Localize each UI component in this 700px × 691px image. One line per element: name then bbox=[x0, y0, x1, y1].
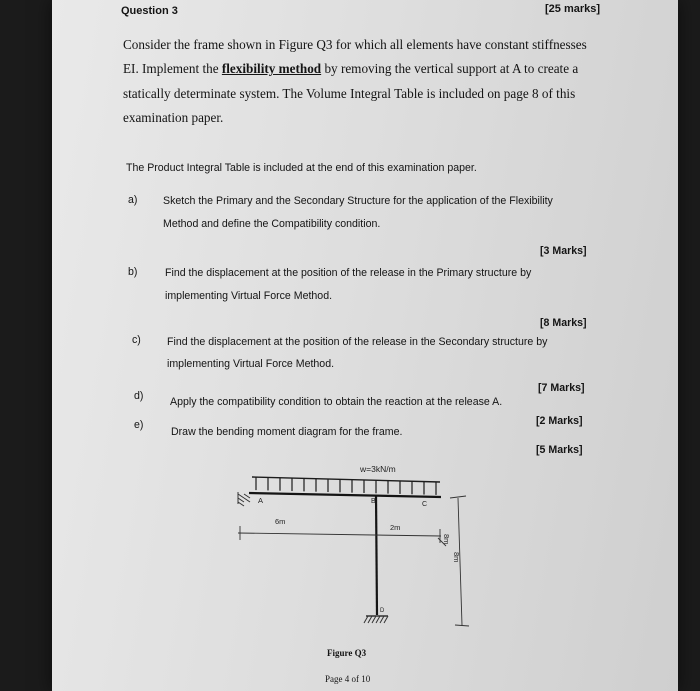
part-d-marks: [2 Marks] bbox=[536, 415, 583, 427]
part-a-marks: [3 Marks] bbox=[540, 245, 587, 257]
intro-line-1: Consider the frame shown in Figure Q3 for which all elements have constant stiffnesses bbox=[123, 37, 587, 52]
question-title: Question 3 bbox=[121, 5, 178, 17]
fixed-support-d-icon bbox=[364, 616, 388, 623]
node-a-label: A bbox=[258, 496, 264, 505]
intro-line-2-start: EI. Implement the bbox=[123, 61, 222, 76]
distributed-load-arrows bbox=[252, 477, 440, 495]
part-b-marks: [8 Marks] bbox=[540, 317, 587, 329]
part-b-line-2: implementing Virtual Force Method. bbox=[165, 290, 333, 302]
part-c-line-2: implementing Virtual Force Method. bbox=[167, 358, 335, 370]
part-b-label: b) bbox=[128, 266, 138, 278]
fixed-support-a-icon bbox=[238, 492, 250, 506]
dim-bc-label: 2m bbox=[390, 523, 401, 532]
product-integral-note: The Product Integral Table is included at the end of this examination paper. bbox=[126, 162, 477, 174]
height-dim-label-side: 8m bbox=[452, 552, 461, 563]
dim-ab-label: 6m bbox=[275, 517, 286, 526]
part-a-line-2: Method and define the Compatibility condition. bbox=[163, 218, 381, 230]
node-d-label: D bbox=[380, 608, 385, 614]
page-number: Page 4 of 10 bbox=[325, 674, 371, 684]
part-a-label: a) bbox=[128, 194, 138, 206]
part-c-line-1: Find the displacement at the position of the release in the Secondary structure by bbox=[167, 336, 548, 348]
part-c-marks: [7 Marks] bbox=[538, 382, 585, 394]
part-c-label: c) bbox=[132, 334, 141, 346]
intro-line-3: statically determinate system. The Volume Integral Table is included on page 8 of this bbox=[123, 86, 576, 101]
part-e-marks: [5 Marks] bbox=[536, 444, 583, 456]
height-dim-label: 8m bbox=[442, 534, 451, 545]
part-d-line-1: Apply the compatibility condition to obtain the reaction at the release A. bbox=[170, 396, 503, 408]
figure-caption: Figure Q3 bbox=[327, 648, 367, 658]
flexibility-method-term: flexibility method bbox=[221, 61, 322, 76]
part-b-line-1: Find the displacement at the position of the release in the Primary structure by bbox=[165, 267, 532, 279]
intro-line-2-end: by removing the vertical support at A to create a bbox=[321, 61, 579, 76]
node-c-label: C bbox=[422, 501, 428, 508]
intro-line-4: examination paper. bbox=[123, 110, 224, 125]
load-label: w=3kN/m bbox=[360, 464, 396, 474]
part-e-line-1: Draw the bending moment diagram for the frame. bbox=[171, 426, 403, 438]
total-marks: [25 marks] bbox=[545, 3, 601, 15]
node-b-label: B bbox=[371, 498, 376, 505]
column-member bbox=[376, 495, 377, 615]
part-e-label: e) bbox=[134, 419, 144, 431]
part-a-line-1: Sketch the Primary and the Secondary Structure for the application of the Flexibility bbox=[163, 195, 553, 207]
part-d-label: d) bbox=[134, 390, 144, 402]
horizontal-dimension bbox=[238, 526, 441, 543]
